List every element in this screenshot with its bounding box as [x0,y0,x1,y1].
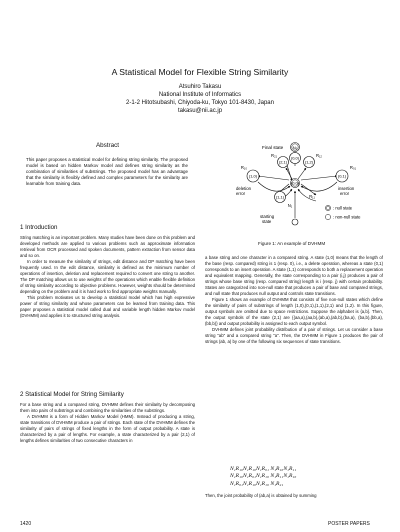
state-r10 [241,165,259,182]
author-affiliation: National Institute of Informatics [158,92,242,98]
insertion-error-line1: insertion [338,186,355,191]
running-footer: POSTER PAPERS [328,521,370,527]
state-n1-inner-label: (0,0) [290,180,300,186]
paper-title: A Statistical Model for Flexible String Similarity [111,67,289,77]
starting-state-line2: state [262,219,272,224]
page-number: 1420 [20,521,32,527]
state-n1 [288,179,300,209]
state-n0-label: N₀ [292,145,298,150]
abstract-text: This paper proposes a statistical model for defining string similarity. The proposed model is based on hidden Markov model and defines string similarity as the combination of similarities of substrings. The proposed model has an advantage that the similarity is flexibly defined and complex parameters for the similarity are learnable from training data. [26,157,188,187]
formula-line: N₁R₁₀N₁R₁₀N₁R₀₁ N₁R₁₀N₁R₁₁ [230,466,297,472]
state-r01-label: (0,1) [337,173,347,179]
deletion-error-line1: deletion [236,186,252,191]
section2-paragraph: For a base string and a compared string, DVHMM defines their similarity by decomposing them into pairs of substrings and combining the similarities of the substrings. [20,402,195,414]
dvhmm-figure [200,138,385,238]
right-paragraph: Figure 1 shows an example of DVHMM that consists of five non-null states which define the similarity of pairs of substrings of length (1,0),(0,1),(1,1),(2,1) and (1,2). In this figure, output symbols are omitted due to space restrictions. Suppose the alphabet is {a,b}. Then, the output symbols of the state (2,1) are {(aa,a),(aa,b),(ab,a),(ab,b),(ba,a), (ba,b),(bb,a),(bb,b)} and output probability is assigned to each output symbol. [205,297,383,327]
state-r10-label: (1,0) [248,173,258,179]
section1-paragraph: This problem motivates us to develop a statistical model which has high expressive power of string similarity and whose parameters can be learned from training data. This paper proposes a statistical model called dual and variable length hidden Markov model (DVHMM) and applies it to structured string analysis. [20,295,195,319]
state-r11-label: (1,1) [275,194,285,200]
starting-state-line1: starting [260,214,275,219]
final-state-label: Final state [262,145,284,150]
formula-line: N₁R₀₁N₁R₁₀N₁R₁₀ N₁R₂₁ [230,480,284,487]
state-n0 [291,143,300,152]
author-name: Atsuhiro Takasu [178,84,222,90]
state-r12-label: (1,2) [304,159,314,165]
insertion-error-line2: error [340,191,350,196]
state-n1-label: N₁ [287,203,293,208]
legend-null: : null state [333,205,353,211]
section2-paragraph: A DVHMM is a form of Hidden Markov Model (HMM). Instead of producing a string, state transitions of DVHMM produce a pair of strings. Each state of the DVHMM defines the similarity of pairs of strings of fixed lengths in the form of output probability. A state is characterized by a pair of lengths. For example, a state characterized by a pair (2,1) of lengths defines similarities of two consecutive characters in [20,414,195,444]
author-email: takasu@nii.ac.jp [177,108,223,114]
formula-line: N₁R₁₀N₁R₀₁N₁R₁₀ N₁R₁₁N₁R₁₀ [230,473,297,480]
deletion-error-line2: error [236,191,246,196]
right-paragraph: DVHMM defines joint probability distribution of a pair of strings. Let us consider a base string "ab" and a compared string "a". Then, the DVHMM in Figure 1 produces the pair of strings (ab, a) by one of the following six sequences of state transitions. [205,327,383,345]
transition-sequences [230,466,296,488]
state-r11-name: R₁₁ [309,194,315,199]
right-paragraph: a base string and one character in a compared string. A state (1,0) means that the length of the base (resp. compared) string is 1 (resp. 0), i.e., a delete operation, whereas a state (0,1) corresponds to an insert operation. A state (1,1) corresponds to both a replacement operation and equivalent mapping. Generally, the state corresponding to a pair (i,j) produces a pair of strings whose base string (resp. compared string) length is i (resp. j) with certain probability. States are categorized into non-null state that produces a pair of base and compared strings, and null state that produces null output and controls state transitions. [205,255,383,297]
state-start [292,219,298,225]
legend-non-null: : non-null state [333,214,361,220]
state-r01-name: R₀₁ [349,165,357,170]
figure-caption: Figure 1: An example of DVHMM [258,241,326,246]
state-r21 [271,153,289,168]
state-r21-name: R₂₁ [270,153,278,158]
section1-body [20,235,195,319]
right-last-line: Then, the joint probability of (ab,a) is obtained by summing [205,493,317,498]
state-r10-name: R₁₀ [240,165,248,170]
figure-legend [325,205,361,219]
section1-paragraph: In order to measure the similarity of strings, edit distance and DP matching have been frequently used. In the edit distance, similarity is defined as the minimum number of operations of insertion, deletion and replacement required to convert one string to another. The DP matching allows us to use weights of the operations which enable flexible definition of string similarity according to objective problems. However, weights should be determined depending on the problem and it is hard work to find appropriate weights manually. [20,259,195,295]
state-r01 [336,165,357,182]
state-r12-name: R₁₂ [315,153,323,158]
section1-paragraph: String matching is an important problem. Many studies have been done on this problem and developed methods are applied to various problems such as approximate information retrieval from OCR processed and spoken documents, pattern extraction from sensor data and so on. [20,235,195,259]
section2-body [20,402,195,444]
abstract-heading: Abstract [95,142,120,149]
state-r00 [290,153,301,164]
section1-heading: 1 Introduction [20,224,58,231]
author-address: 2-1-2 Hitotsubashi, Chiyoda-ku, Tokyo 101-8430, Japan [126,100,274,106]
section2-heading: 2 Statistical Model for String Similarity [20,391,124,398]
state-r00-label: (0,0) [290,155,300,161]
state-r12 [304,153,323,168]
right-column-body [205,255,383,345]
state-r21-label: (2,1) [278,159,288,165]
